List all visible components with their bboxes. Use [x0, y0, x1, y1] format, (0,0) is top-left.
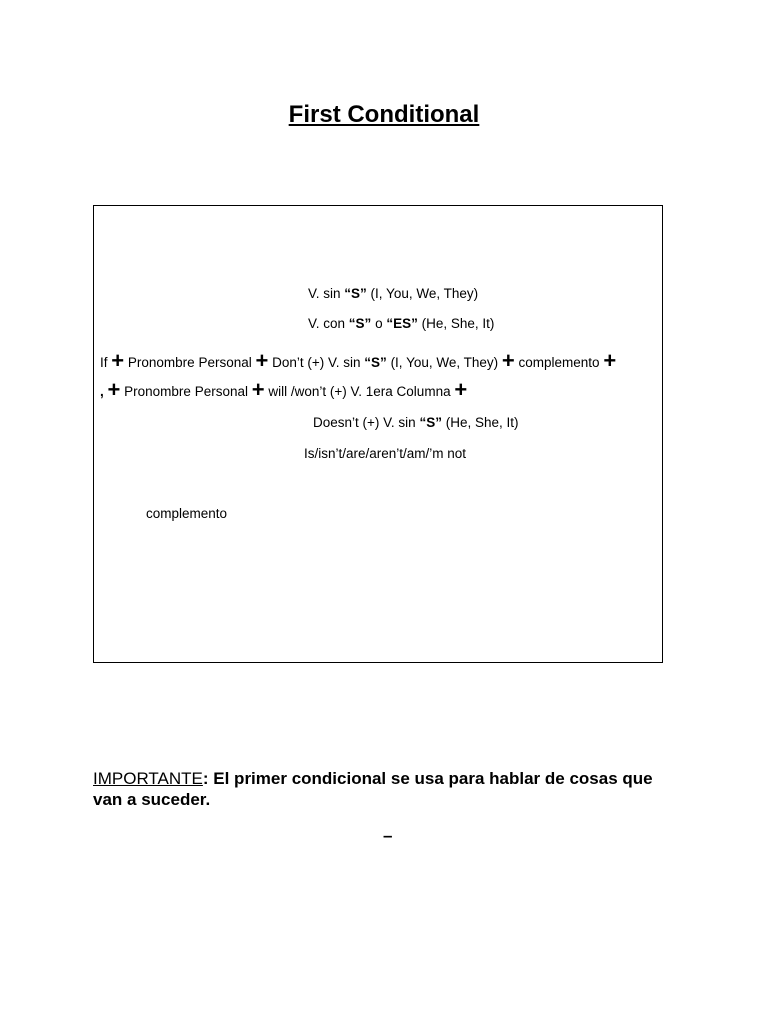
important-note: [93, 768, 673, 810]
row-text: V. con: [308, 316, 349, 331]
row-bold: “S”: [419, 415, 442, 430]
pronoun-label: Pronombre Personal: [127, 355, 252, 370]
plus-sign: +: [107, 377, 121, 402]
be-forms-row: Is/isn’t/are/aren’t/am/’m not: [304, 446, 467, 461]
verb-with-s-row: [308, 316, 494, 331]
plus-sign: +: [111, 348, 125, 373]
row-text: Don’t (+) V. sin: [272, 355, 365, 370]
plus-sign: +: [454, 377, 468, 402]
if-clause-row: [100, 349, 616, 371]
row-text: (I, You, We, They): [366, 286, 479, 301]
row-bold: “S”: [348, 316, 372, 331]
plus-sign: +: [255, 348, 269, 373]
complemento-text: complemento: [146, 506, 228, 521]
plus-sign: +: [501, 348, 515, 373]
page-title: First Conditional: [288, 101, 480, 128]
important-text: : El primer condicional se usa para hablar de cosas que van a suceder.: [93, 769, 653, 809]
plus-sign: +: [603, 348, 617, 373]
row-bold: “S”: [344, 286, 367, 301]
row-text: o: [371, 316, 387, 331]
complemento-label: complemento: [518, 355, 600, 370]
doesnt-row: [313, 415, 518, 430]
dash-mark: –: [383, 826, 393, 845]
if-word: If: [100, 355, 108, 370]
pronoun-label: Pronombre Personal: [124, 384, 248, 399]
row-text: (I, You, We, They): [386, 355, 499, 370]
row-text: (He, She, It): [417, 316, 495, 331]
row-text: (He, She, It): [441, 415, 519, 430]
important-label: IMPORTANTE: [93, 769, 203, 788]
row-bold: “S”: [364, 355, 387, 370]
plus-sign: +: [251, 377, 265, 402]
comma: ,: [100, 384, 104, 399]
formula-box: [93, 205, 663, 663]
verb-no-s-row: [308, 286, 478, 301]
will-text: will /won’t (+) V. 1era Columna: [268, 384, 451, 399]
main-clause-row: [100, 378, 467, 400]
row-bold: “ES”: [386, 316, 418, 331]
row-text: V. sin: [308, 286, 345, 301]
row-text: Doesn’t (+) V. sin: [313, 415, 420, 430]
